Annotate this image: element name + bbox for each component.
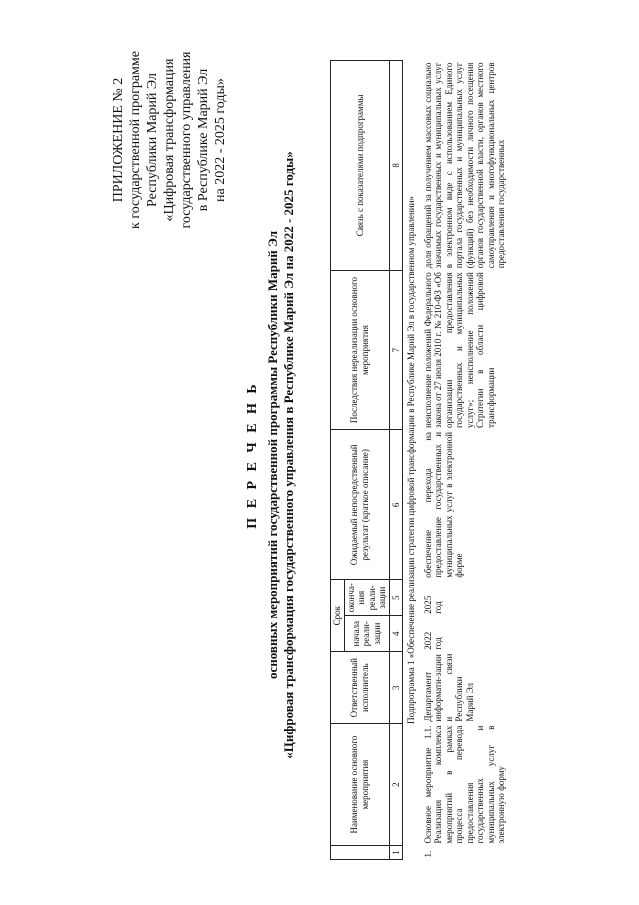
column-number: 4 <box>389 616 403 652</box>
row-start: 2022 год <box>422 631 443 650</box>
header-cell-end: оконча-ния реали-зации <box>344 580 389 616</box>
appendix-line: к государственной программе <box>128 51 143 229</box>
column-number: 3 <box>389 652 403 724</box>
document-title <box>245 65 297 845</box>
row-link: доля обращений за получением массовых социально значимых государственных и муниципальных услуг в электронном виде с использованием Единого портала государственных и муниципальных услуг (функций) без необходимости личного посещения органов государственной власти, органов местного самоуправления и многофункциональных центров предоставления государственных <box>422 62 506 269</box>
header-cell-executor: Ответственный исполнитель <box>331 652 390 724</box>
row-result: обеспечение перехода на предоставление государственных и муниципальных услуг в электронной форме <box>422 431 464 578</box>
title-line: основных мероприятий государственной программы Республики Марий Эл <box>265 231 280 680</box>
subprogram-title: Подпрограмма 1 «Обеспечение реализации стратегии цифровой трансформации в Республике Марий Эл в государственном управлении» <box>406 196 416 724</box>
column-number: 7 <box>389 270 403 430</box>
header-cell-name: Наименование основного мероприятия <box>331 724 390 846</box>
row-executor: Департамент информати-зации и связи Республики Марий Эл <box>422 653 475 722</box>
measures-table <box>330 60 508 860</box>
row-number: 1. <box>422 850 433 858</box>
appendix-line: «Цифровая трансформация <box>162 58 177 222</box>
column-number-row <box>389 61 403 860</box>
column-number: 5 <box>389 580 403 616</box>
appendix-line: Республики Марий Эл <box>145 73 160 207</box>
appendix-line: в Республике Марий Эл <box>196 68 211 212</box>
title-line: «Цифровая трансформация государственного управления в Республике Марий Эл на 2022 - 2025 годы» <box>281 151 296 759</box>
header-cell-start: начала реали-зации <box>344 616 389 652</box>
header-cell-term: Срок <box>331 580 345 652</box>
row-name: Основное мероприятие 1.1. Реализация комплекса мероприятий в рамках процесса перевода предоставления государственных и муниципальных услуг в электронную форму <box>422 725 506 844</box>
row-consequences: неисполнение положений Федерального закона от 27 июля 2010 г. № 210-ФЗ «Об организации предоставления государственных и муниципальных услуг»; неисполнение положений Стратегии в области цифровой трансформации <box>422 272 496 428</box>
table-header-row <box>331 61 345 860</box>
column-number: 1 <box>389 846 403 860</box>
column-number: 2 <box>389 724 403 846</box>
appendix-number: ПРИЛОЖЕНИЕ № 2 <box>111 77 126 203</box>
header-cell-result: Ожидаемый непосредственный результат (краткое описание) <box>331 430 390 580</box>
header-cell-consequences: Последствия нереализации основного мероприятия <box>331 270 390 430</box>
column-number: 8 <box>389 61 403 271</box>
appendix-line: государственного управления <box>179 51 194 229</box>
title-heading: П Е Р Е Ч Е Н Ь <box>245 381 260 529</box>
header-cell-number <box>331 846 390 860</box>
row-end: 2025 год <box>422 595 443 614</box>
column-number: 6 <box>389 430 403 580</box>
header-cell-link: Связь с показателями подпрограммы <box>331 61 390 271</box>
subprogram-row <box>403 61 420 860</box>
appendix-line: на 2022 - 2025 годы» <box>213 78 228 202</box>
table-row <box>420 61 508 860</box>
appendix-block <box>110 15 229 265</box>
